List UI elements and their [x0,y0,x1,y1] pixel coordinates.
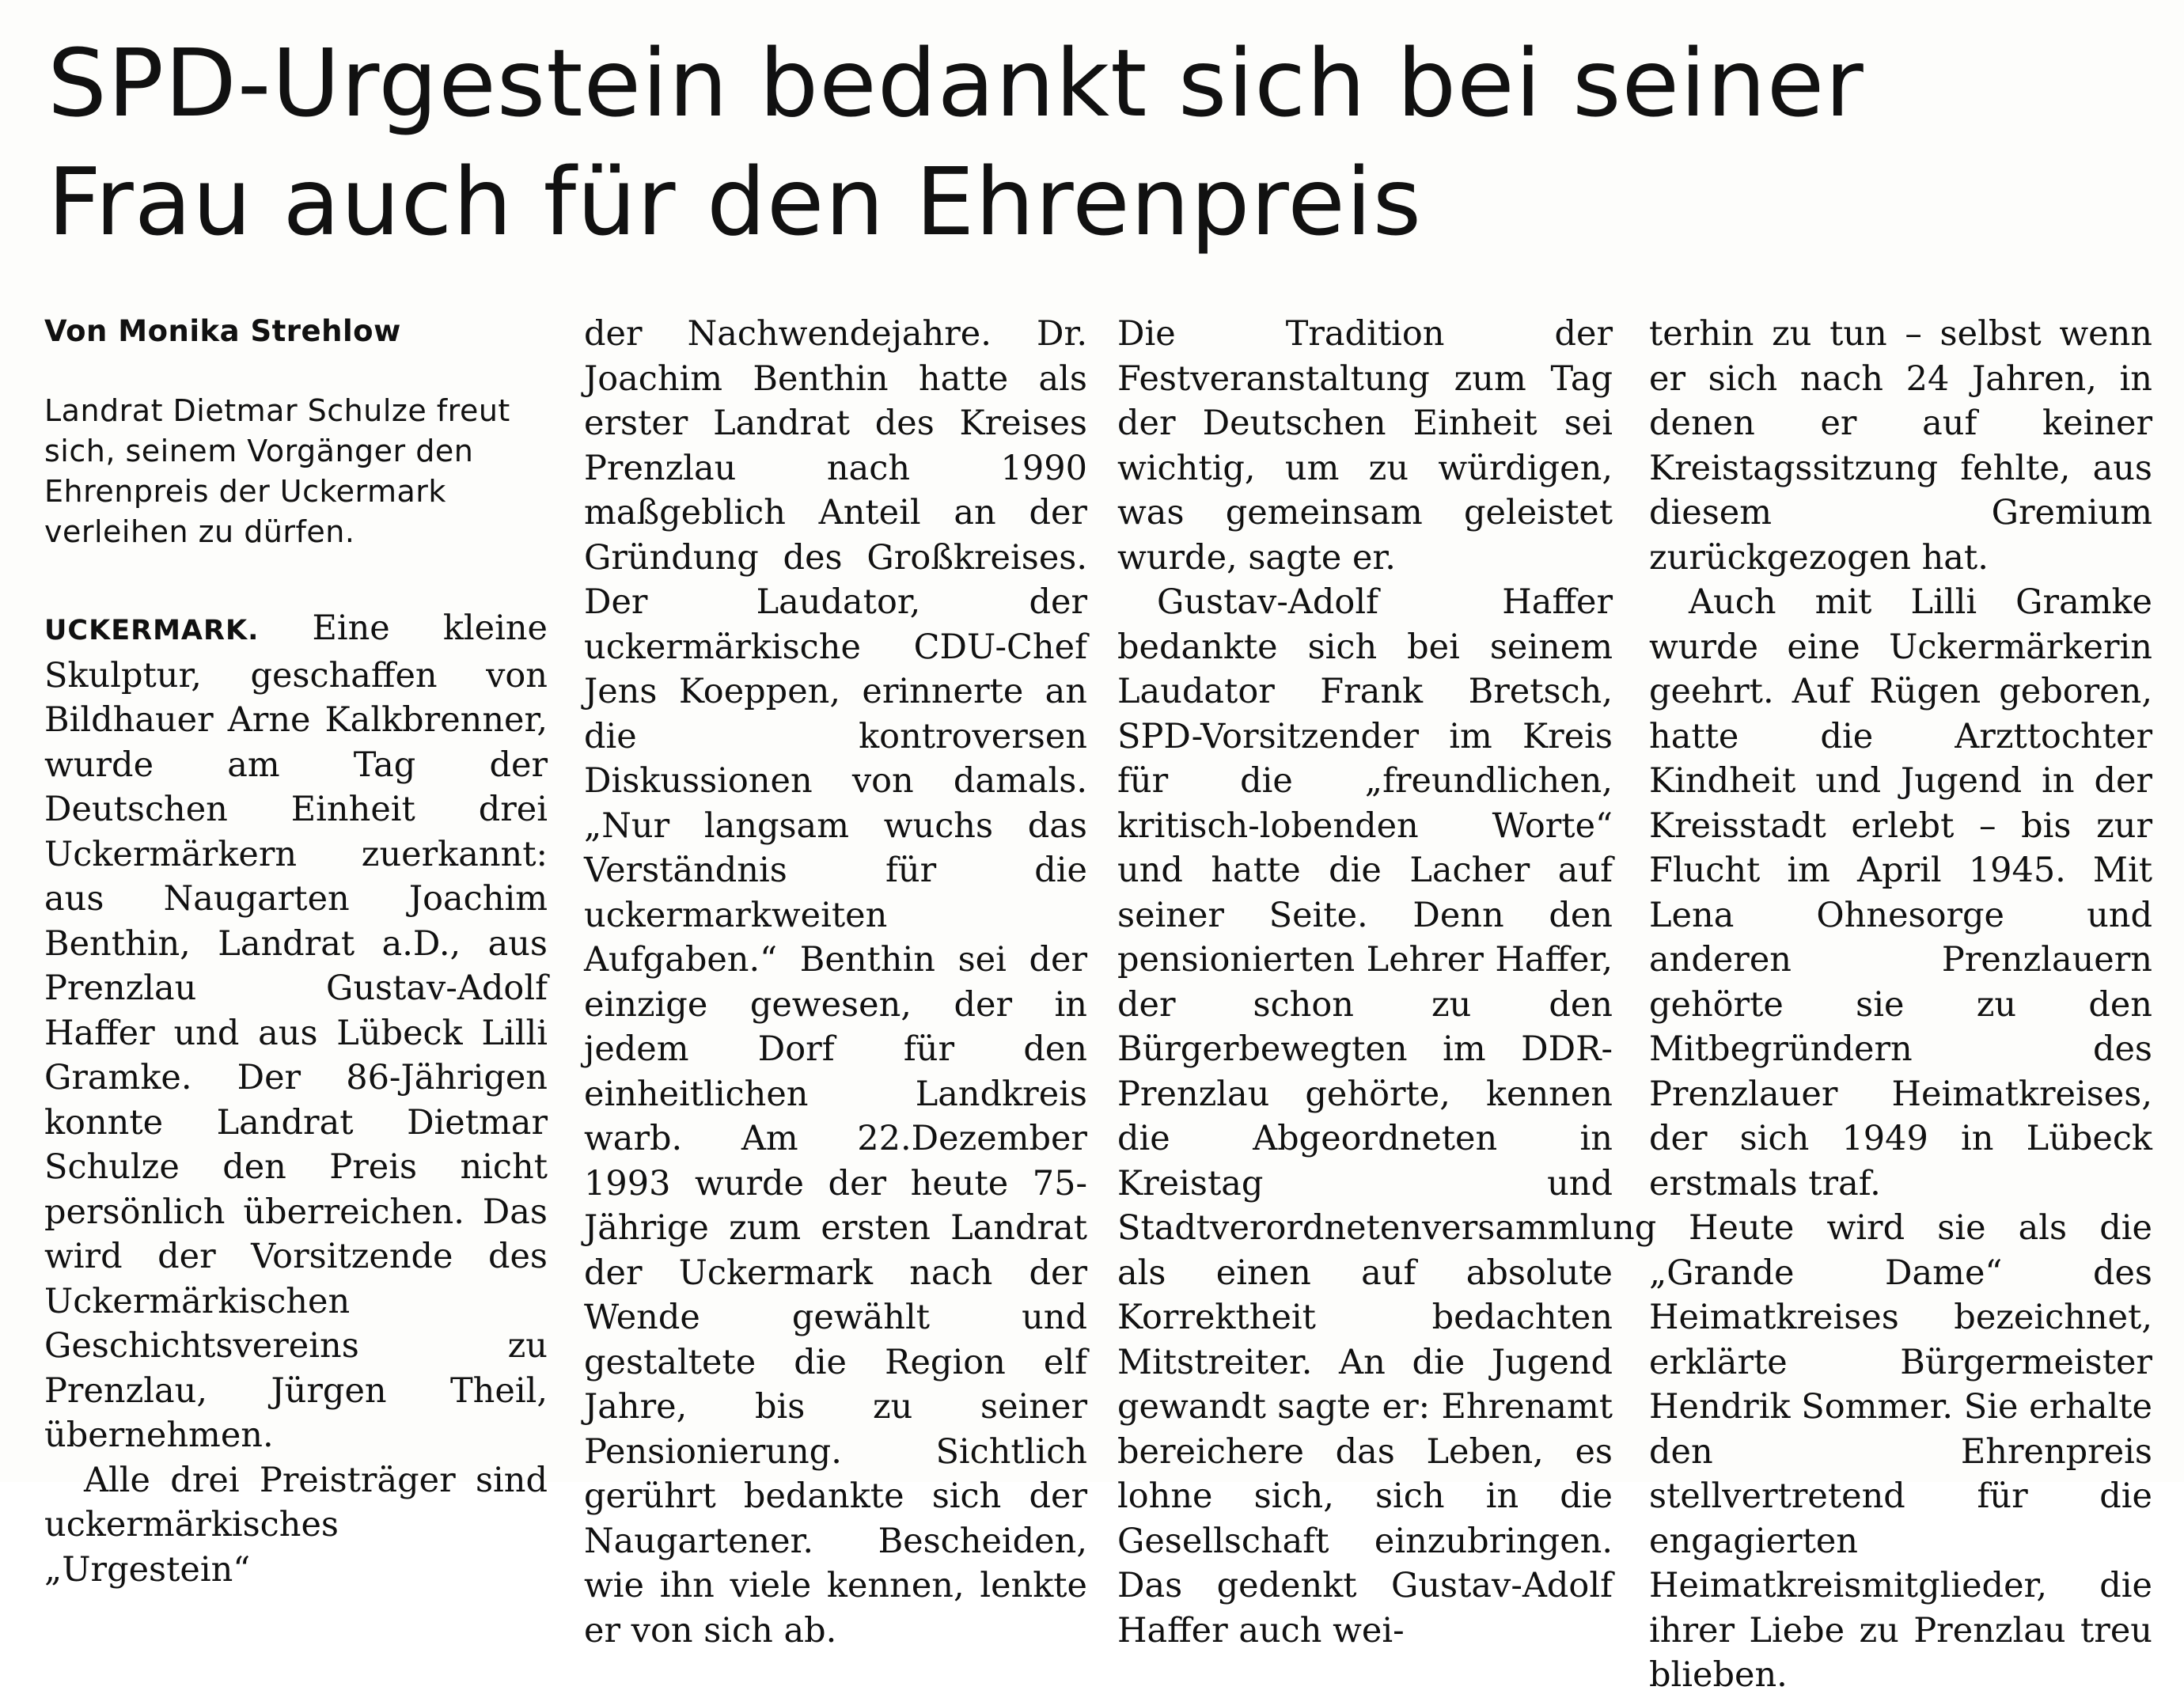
paragraph-intro-text: Eine kleine Skulptur, geschaffen von Bildhauer Arne Kalkbrenner, wurde am Tag der Deutschen Einheit drei Uckermärkern zuerkannt: aus Naugarten Joachim Benthin, Landrat a.D., aus Prenzlau Gustav-Adolf Haffer und aus Lübeck Lilli Gramke. Der 86-Jährigen konnte Landrat Dietmar Schulze den Preis nicht persönlich überreichen. Das wird der Vorsitzende des Uckermärkischen Geschichtsvereins zu Prenzlau, Jürgen Theil, übernehmen. [44,608,548,1455]
paragraph: der Nachwendejahre. Dr. Joachim Benthin hatte als erster Landrat des Kreises Prenzlau nach 1990 maßgeblich Anteil an der Gründung des Großkreises. Der Laudator, der uckermärkische CDU-Chef Jens Koeppen, erinnerte an die kontroversen Diskussionen von damals. „Nur langsam wuchs das Verständnis für die uckermarkweiten Aufgaben.“ Benthin sei der einzige gewesen, der in jedem Dorf für den einheitlichen Landkreis warb. Am 22.Dezember 1993 wurde der heute 75-Jährige zum ersten Landrat der Uckermark nach der Wende gewählt und gestaltete die Region elf Jahre, bis zu seiner Pensionierung. Sichtlich gerührt bedankte sich der Naugartener. Bescheiden, wie ihn viele kennen, lenkte er von sich ab. [584,314,1087,1651]
paragraph: terhin zu tun – selbst wenn er sich nach 24 Jahren, in denen er auf keiner Kreistagssitzung fehlte, aus diesem Gremium zurückgezogen hat. [1649,314,2152,578]
column-3 [1117,312,1657,1653]
headline-line-2: Frau auch für den Ehrenpreis [47,147,1423,256]
byline: Von Monika Strehlow [44,314,401,348]
column-1 [44,312,548,1592]
teaser: Landrat Dietmar Schulze freut sich, seinem Vorgänger den Ehrenpreis der Uckermark verleihen zu dürfen. [44,393,510,549]
paragraph: Heute wird sie als die „Grande Dame“ des Heimatkreises bezeichnet, erklärte Bürgermeister Hendrik Sommer. Sie erhalte den Ehrenpreis stellvertretend für die engagierten Heimatkreismitglieder, die ihrer Liebe zu Prenzlau treu blieben. [1649,1208,2152,1695]
dateline: UCKERMARK. [44,615,260,646]
paragraph: Die Tradition der Festveranstaltung zum Tag der Deutschen Einheit sei wichtig, um zu würdigen, was gemeinsam geleistet wurde, sagte er. [1117,314,1613,578]
column-4 [1649,312,2152,1698]
paragraph-intro [44,606,548,1458]
paragraph: Auch mit Lilli Gramke wurde eine Uckermärkerin geehrt. Auf Rügen geboren, hatte die Arzttochter Kindheit und Jugend in der Kreisstadt erlebt – bis zur Flucht im April 1945. Mit Lena Ohnesorge und anderen Prenzlauern gehörte sie zu den Mitbegründern des Prenzlauer Heimatkreises, der sich 1949 in Lübeck erstmals traf. [1649,582,2152,1203]
paragraph: Alle drei Preisträger sind uckermärkisches „Urgestein“ [44,1460,548,1590]
headline-line-1: SPD-Urgestein bedankt sich bei seiner [47,28,1864,138]
column-2 [584,312,1087,1653]
paragraph: Gustav-Adolf Haffer bedankte sich bei seinem Laudator Frank Bretsch, SPD-Vorsitzender im Kreis für die „freundlichen, kritisch-lobenden Worte“ und hatte die Lacher auf seiner Seite. Denn den pensionierten Lehrer Haffer, der schon zu den Bürgerbewegten im DDR-Prenzlau gehörte, kennen die Abgeordneten in Kreistag und Stadtverordnetenversammlung als einen auf absolute Korrektheit bedachten Mitstreiter. An die Jugend gewandt sagte er: Ehrenamt bereichere das Leben, es lohne sich, sich in die Gesellschaft einzubringen. Das gedenkt Gustav-Adolf Haffer auch wei- [1117,582,1657,1651]
headline [47,24,2152,261]
